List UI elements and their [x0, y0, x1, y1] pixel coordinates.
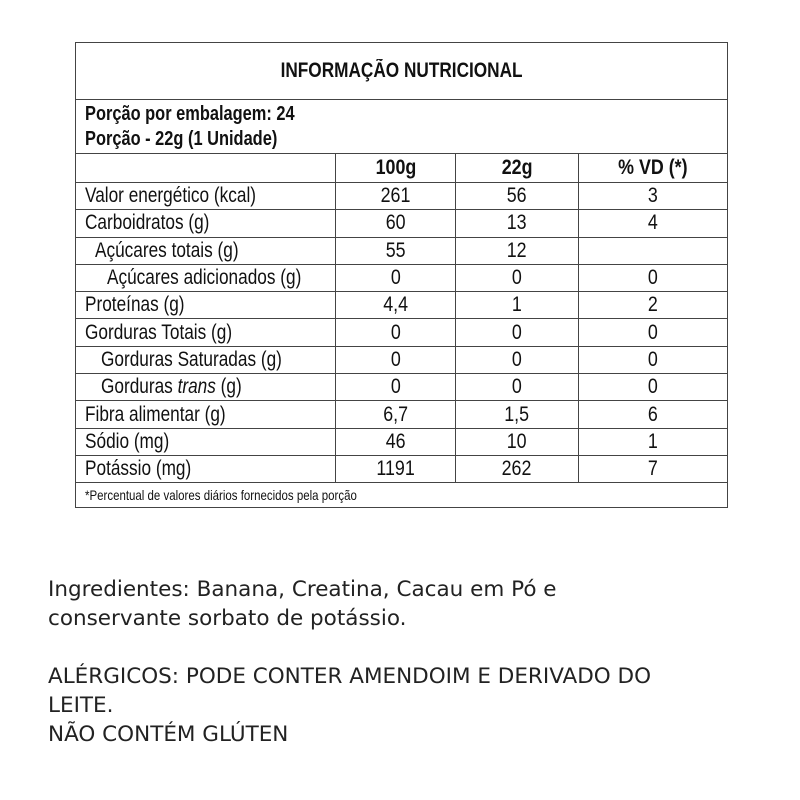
value-vd-cell	[578, 456, 727, 482]
value-vd-cell	[578, 265, 727, 291]
footnote-text: *Percentual de valores diários fornecidos pela porção	[85, 487, 357, 504]
value-22g: 1	[512, 293, 522, 317]
header-22g-text: 22g	[501, 156, 533, 179]
value-100g-cell	[335, 210, 455, 236]
table-row	[76, 374, 727, 401]
nutrient-label: Açúcares totais (g)	[95, 238, 239, 262]
value-vd: 3	[648, 184, 658, 208]
value-100g-cell	[335, 183, 455, 209]
value-100g-cell	[335, 456, 455, 482]
table-row	[76, 401, 727, 428]
value-22g-cell	[455, 265, 578, 291]
label-cell	[76, 429, 335, 455]
portion-info	[76, 100, 727, 154]
footnote	[76, 483, 727, 507]
header-22g	[455, 154, 578, 182]
value-vd: 0	[648, 347, 658, 371]
value-100g: 55	[385, 238, 406, 262]
header-empty	[76, 154, 335, 182]
value-22g: 0	[512, 375, 522, 399]
value-22g: 262	[502, 457, 532, 481]
value-22g-cell	[455, 374, 578, 400]
label-part: Gorduras	[101, 375, 178, 399]
header-100g-text: 100g	[375, 156, 416, 179]
nutrient-label: Proteínas (g)	[85, 293, 185, 317]
value-vd: 2	[648, 293, 658, 317]
value-22g-cell	[455, 183, 578, 209]
value-vd: 0	[648, 375, 658, 399]
portions-per-package: Porção por embalagem: 24	[85, 103, 295, 125]
value-22g: 0	[512, 266, 522, 290]
header-vd-text: % VD (*)	[618, 156, 688, 179]
value-22g-cell	[455, 456, 578, 482]
label-cell	[76, 347, 335, 373]
value-vd-cell	[578, 210, 727, 236]
value-vd-cell	[578, 183, 727, 209]
label-cell	[76, 292, 335, 318]
value-vd-cell	[578, 319, 727, 345]
nutrient-label	[101, 375, 242, 399]
value-vd: 4	[648, 211, 658, 235]
allergens-line-2: LEITE.	[48, 693, 114, 718]
label-cell	[76, 183, 335, 209]
table-row	[76, 183, 727, 210]
value-100g-cell	[335, 374, 455, 400]
value-22g-cell	[455, 347, 578, 373]
table-row	[76, 319, 727, 346]
value-22g-cell	[455, 319, 578, 345]
value-vd-cell	[578, 401, 727, 427]
nutrient-label: Carboidratos (g)	[85, 211, 210, 235]
allergens	[48, 662, 651, 749]
value-22g: 13	[507, 211, 527, 235]
value-vd-cell	[578, 238, 727, 264]
ingredients	[48, 575, 557, 633]
value-100g: 6,7	[383, 402, 408, 426]
label-cell	[76, 374, 335, 400]
portion-size: Porção - 22g (1 Unidade)	[85, 128, 278, 150]
value-22g: 1,5	[504, 402, 530, 426]
value-100g-cell	[335, 292, 455, 318]
table-header-row	[76, 154, 727, 183]
nutrient-label: Valor energético (kcal)	[85, 184, 257, 208]
table-row	[76, 429, 727, 456]
value-100g-cell	[335, 347, 455, 373]
value-100g-cell	[335, 401, 455, 427]
table-row	[76, 210, 727, 237]
value-22g-cell	[455, 238, 578, 264]
nutrient-label: Sódio (mg)	[85, 429, 170, 453]
value-100g-cell	[335, 429, 455, 455]
value-vd-cell	[578, 347, 727, 373]
value-22g-cell	[455, 401, 578, 427]
label-part: (g)	[215, 375, 242, 399]
value-22g-cell	[455, 429, 578, 455]
label-cell	[76, 401, 335, 427]
value-vd: 7	[648, 457, 658, 481]
value-22g-cell	[455, 292, 578, 318]
value-22g: 12	[507, 238, 527, 262]
nutrient-label: Potássio (mg)	[85, 457, 192, 481]
value-100g: 46	[385, 429, 406, 453]
gluten-notice: NÃO CONTÉM GLÚTEN	[48, 722, 289, 747]
table-row	[76, 347, 727, 374]
value-100g: 0	[390, 320, 401, 344]
nutrient-label: Gorduras Totais (g)	[85, 320, 233, 344]
label-cell	[76, 265, 335, 291]
table-row	[76, 238, 727, 265]
ingredients-line-2: conservante sorbato de potássio.	[48, 606, 407, 631]
value-22g: 56	[507, 184, 527, 208]
value-100g: 0	[390, 375, 401, 399]
value-22g-cell	[455, 210, 578, 236]
label-italic: trans	[177, 375, 216, 399]
label-cell	[76, 456, 335, 482]
value-vd-cell	[578, 429, 727, 455]
label-cell	[76, 319, 335, 345]
value-100g: 60	[385, 211, 406, 235]
value-vd-cell	[578, 374, 727, 400]
value-vd: 6	[648, 402, 658, 426]
value-22g: 0	[512, 320, 522, 344]
table-row	[76, 265, 727, 292]
label-cell	[76, 210, 335, 236]
allergens-line-1: ALÉRGICOS: PODE CONTER AMENDOIM E DERIVADO DO	[48, 664, 652, 689]
value-100g: 261	[380, 184, 411, 208]
ingredients-line-1: Ingredientes: Banana, Creatina, Cacau em Pó e	[48, 577, 557, 602]
nutrient-label: Gorduras Saturadas (g)	[101, 347, 282, 371]
value-100g-cell	[335, 265, 455, 291]
table-row	[76, 292, 727, 319]
value-vd-cell	[578, 292, 727, 318]
value-22g: 10	[507, 429, 527, 453]
value-100g: 0	[390, 266, 401, 290]
table-row	[76, 456, 727, 483]
value-vd: 0	[648, 266, 658, 290]
value-100g: 1191	[376, 457, 415, 481]
table-title	[76, 43, 727, 100]
header-100g	[335, 154, 455, 182]
label-cell	[76, 238, 335, 264]
header-vd	[578, 154, 727, 182]
nutrient-label: Fibra alimentar (g)	[85, 402, 226, 426]
nutrient-label: Açúcares adicionados (g)	[107, 266, 302, 290]
value-vd: 0	[648, 320, 658, 344]
nutrition-table	[75, 42, 728, 508]
value-100g-cell	[335, 319, 455, 345]
value-100g: 0	[390, 347, 401, 371]
value-vd: 1	[648, 429, 658, 453]
value-100g-cell	[335, 238, 455, 264]
value-100g: 4,4	[383, 293, 408, 317]
value-22g: 0	[512, 347, 522, 371]
table-title-text: INFORMAÇÃO NUTRICIONAL	[280, 59, 523, 82]
